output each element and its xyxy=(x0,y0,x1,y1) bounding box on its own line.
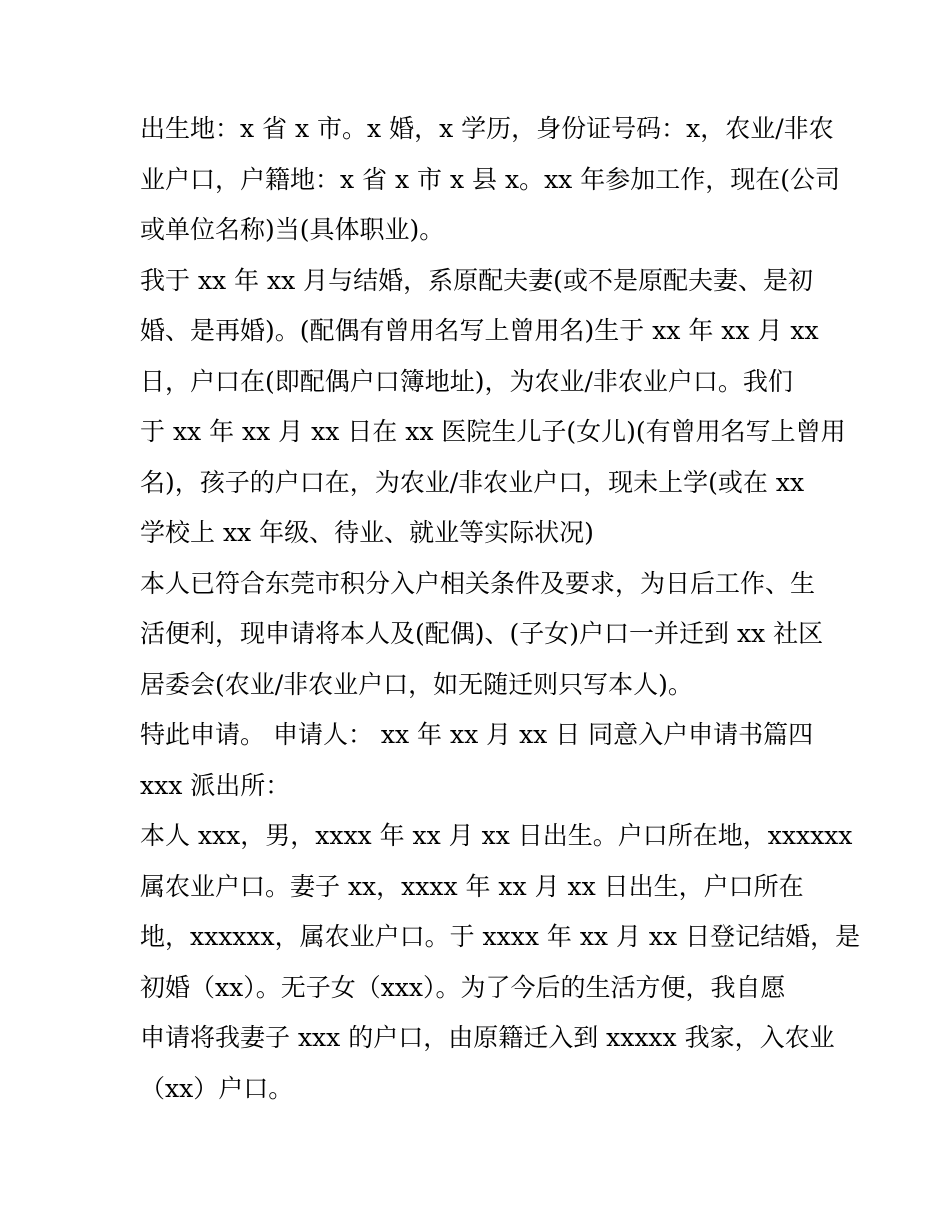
text-line: 于 xx 年 xx 月 xx 日在 xx 医院生儿子(女儿)(有曾用名写上曾用 xyxy=(140,417,846,446)
text-line: 活便利，现申请将本人及(配偶)、(子女)户口一并迁到 xx 社区 xyxy=(140,619,824,648)
text-line: 本人已符合东莞市积分入户相关条件及要求，为日后工作、生 xyxy=(140,568,816,598)
text-line: 初婚（xx）。无子女（xxx）。为了今后的生活方便，我自愿 xyxy=(140,972,786,1002)
text-line: 我于 xx 年 xx 月与结婚，系原配夫妻(或不是原配夫妻、是初 xyxy=(140,265,813,295)
text-line: 日，户口在(即配偶户口簿地址)，为农业/非农业户口。我们 xyxy=(140,366,793,396)
text-line: 申请将我妻子 xxx 的户口，由原籍迁入到 xxxxx 我家，入农业 xyxy=(140,1023,835,1052)
text-line: 名)，孩子的户口在，为农业/非农业户口，现未上学(或在 xx xyxy=(140,467,805,497)
text-line: 或单位名称)当(具体职业)。 xyxy=(140,215,445,244)
text-line: 地，xxxxxx，属农业户口。于 xxxx 年 xx 月 xx 日登记结婚，是 xyxy=(140,922,861,951)
text-line: （xx）户口。 xyxy=(140,1073,294,1103)
text-line: 学校上 xx 年级、待业、就业等实际状况) xyxy=(140,518,594,547)
text-line: 出生地：x 省 x 市。x 婚，x 学历，身份证号码：x，农业/非农 xyxy=(140,114,834,143)
text-line: 属农业户口。妻子 xx，xxxx 年 xx 月 xx 日出生，户口所在 xyxy=(140,871,804,901)
text-line: xxx 派出所： xyxy=(140,770,291,800)
text-line: 业户口，户籍地：x 省 x 市 x 县 x。xx 年参加工作，现在(公司 xyxy=(140,164,840,194)
text-line: 居委会(农业/非农业户口，如无随迁则只写本人)。 xyxy=(140,669,693,699)
document-body xyxy=(140,104,861,1114)
text-line: 本人 xxx，男，xxxx 年 xx 月 xx 日出生。户口所在地，xxxxxx xyxy=(140,821,853,850)
text-line: 特此申请。 申请人： xx 年 xx 月 xx 日 同意入户申请书篇四 xyxy=(140,720,814,749)
text-line: 婚、是再婚)。(配偶有曾用名写上曾用名)生于 xx 年 xx 月 xx xyxy=(140,316,819,345)
